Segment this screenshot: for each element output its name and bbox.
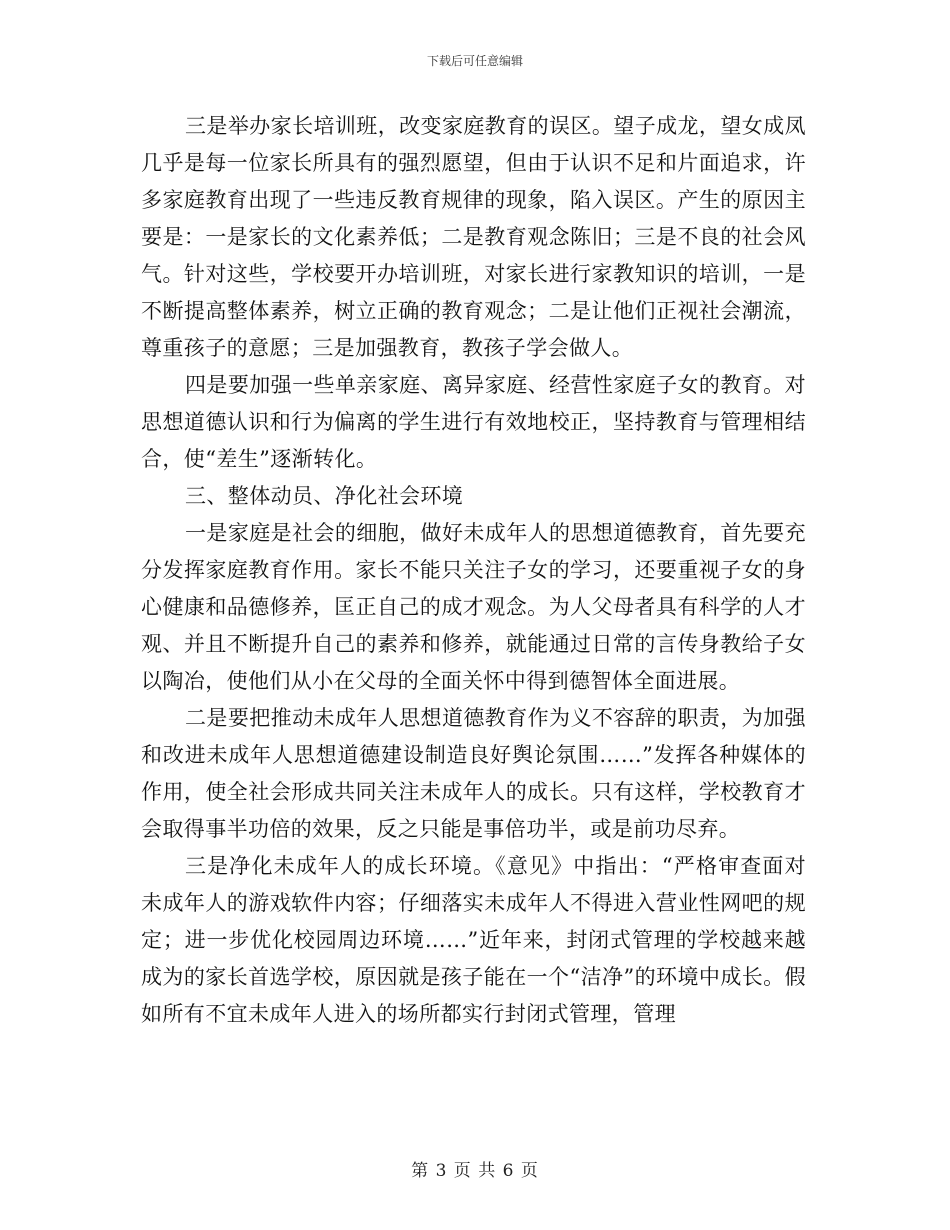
paragraph-family-cell: 一是家庭是社会的细胞，做好未成年人的思想道德教育，首先要充分发挥家庭教育作用。家长不能只关注子女的学习，还要重视子女的身心健康和品德修养，匡正自己的成才观念。为人父母者具有科学的人才观、并且不断提升自己的素养和修养，就能通过日常的言传身教给子女以陶冶，使他们从小在父母的全面关怀中得到德智体全面进展。 [141, 521, 806, 693]
paragraph-parent-training: 三是举办家长培训班，改变家庭教育的误区。望子成龙，望女成凤几乎是每一位家长所具有的强烈愿望，但由于认识不足和片面追求，许多家庭教育出现了一些违反教育规律的现象，陷入误区。产生的原因主要是：一是家长的文化素养低；二是教育观念陈旧；三是不良的社会风气。针对这些，学校要开办培训班，对家长进行家教知识的培训，一是不断提高整体素养，树立正确的教育观念；二是让他们正视社会潮流，尊重孩子的意愿；三是加强教育，教孩子学会做人。 [141, 114, 806, 360]
document-body [141, 108, 806, 1033]
section-heading: 三、整体动员、净化社会环境 [185, 484, 464, 508]
page-number: 第 3 页 共 6 页 [411, 1161, 539, 1181]
paragraph-environment: 三是净化未成年人的成长环境。《意见》中指出：“严格审查面对未成年人的游戏软件内容；仔细落实未成年人不得进入营业性网吧的规定；进一步优化校园周边环境……”近年来，封闭式管理的学校越来越成为的家长首选学校，原因就是孩子能在一个“洁净”的环境中成长。假如所有不宜未成年人进入的场所都实行封闭式管理，管理 [141, 854, 806, 1026]
paragraph-special-families: 四是要加强一些单亲家庭、离异家庭、经营性家庭子女的教育。对思想道德认识和行为偏离的学生进行有效地校正，坚持教育与管理相结合，使“差生”逐渐转化。 [141, 373, 806, 471]
page-header: 下载后可任意编辑 [426, 54, 523, 68]
paragraph-media-role: 二是要把推动未成年人思想道德教育作为义不容辞的职责，为加强和改进未成年人思想道德建设制造良好舆论氛围……”发挥各种媒体的作用，使全社会形成共同关注未成年人的成长。只有这样，学校教育才会取得事半功倍的效果，反之只能是事倍功半，或是前功尽弃。 [141, 706, 806, 841]
